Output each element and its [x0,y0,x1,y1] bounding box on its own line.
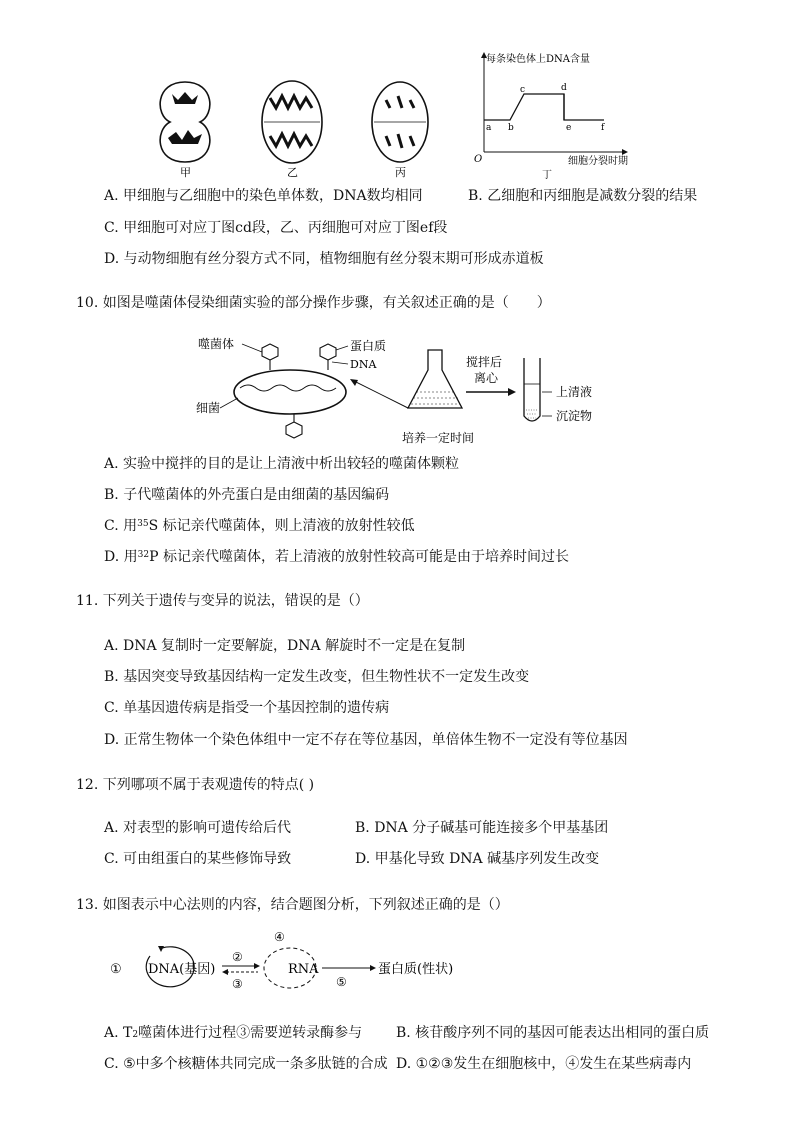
q13-option-b[interactable]: B. 核苷酸序列不同的基因可能表达出相同的蛋白质 [396,1025,710,1041]
fig-step-1: ① [110,962,122,977]
fig-step-centrifuge: 离心 [474,371,499,385]
q12-option-a[interactable]: A. 对表型的影响可遗传给后代 [104,820,292,836]
q11-option-b[interactable]: B. 基因突变导致基因结构一定发生改变，但生物性状不一定发生改变 [104,669,530,685]
fig-protein-label: 蛋白质 [350,339,387,353]
q10-option-c[interactable] [104,517,415,535]
q10-option-d-isotope: 32 [137,550,150,560]
q9-cell-figures [140,70,450,180]
cell-label-yi: 乙 [287,166,298,179]
q11-option-c[interactable]: C. 单基因遗传病是指受一个基因控制的遗传病 [104,700,390,716]
q10-option-c-isotope: 35 [137,519,149,529]
graph-point-b: b [508,123,514,133]
q12-option-b[interactable]: B. DNA 分子碱基可能连接多个甲基基团 [355,820,609,836]
q9-option-b[interactable]: B. 乙细胞和丙细胞是减数分裂的结果 [468,188,698,204]
q10-option-d-pre: D. 用 [104,549,138,565]
q10-option-c-post: S 标记亲代噬菌体，则上清液的放射性较低 [148,518,415,534]
fig-dna-label: DNA [350,358,377,371]
fig-culture-label: 培养一定时间 [402,431,475,445]
graph-point-a: a [486,123,492,133]
graph-point-f: f [601,123,605,133]
fig-phage-label: 噬菌体 [198,337,235,351]
q10-option-d-post: P 标记亲代噬菌体，若上清液的放射性较高可能是由于培养时间过长 [149,549,569,565]
q11-option-d[interactable]: D. 正常生物体一个染色体组中一定不存在等位基因，单倍体生物不一定没有等位基因 [104,732,628,748]
graph-panel-label: 丁 [542,170,552,180]
graph-point-d: d [561,83,567,93]
q10-option-b[interactable]: B. 子代噬菌体的外壳蛋白是由细菌的基因编码 [104,487,390,503]
fig-protein-trait: 蛋白质(性状) [378,962,454,977]
q10-phage-figure [190,330,620,448]
fig-step-5: ⑤ [336,975,347,989]
fig-bacteria-label: 细菌 [196,401,221,415]
fig-dna-gene: DNA(基因) [148,962,216,977]
fig-step-2: ② [232,950,243,964]
q13-option-a-post: 噬菌体进行过程③需要逆转录酶参与 [138,1025,363,1041]
q10-stem: 10. 如图是噬菌体侵染细菌实验的部分操作步骤，有关叙述正确的是（ ） [76,295,551,311]
fig-supernatant-label: 上清液 [556,385,593,399]
q9-dna-graph [472,50,652,180]
graph-xlabel: 细胞分裂时期 [568,156,628,167]
q10-option-a[interactable]: A. 实验中搅拌的目的是让上清液中析出较轻的噬菌体颗粒 [104,456,460,472]
q9-option-c[interactable]: C. 甲细胞可对应丁图cd段，乙、丙细胞可对应丁图ef段 [104,220,448,236]
q13-option-c[interactable]: C. ⑤中多个核糖体共同完成一条多肽链的合成 [104,1056,388,1072]
q9-option-d[interactable]: D. 与动物细胞有丝分裂方式不同，植物细胞有丝分裂末期可形成赤道板 [104,251,544,267]
cell-jia [160,82,210,162]
q10-option-d[interactable] [104,548,569,566]
q13-option-a[interactable] [104,1024,362,1042]
q10-option-c-pre: C. 用 [104,518,138,534]
q13-central-dogma-figure [104,926,464,996]
q13-option-a-pre: A. T [104,1025,133,1041]
q12-option-d[interactable]: D. 甲基化导致 DNA 碱基序列发生改变 [355,851,600,867]
q11-stem: 11. 下列关于遗传与变异的说法，错误的是（） [76,593,369,609]
graph-point-c: c [520,85,526,95]
q12-option-c[interactable]: C. 可由组蛋白的某些修饰导致 [104,851,292,867]
fig-step-3: ③ [232,977,243,991]
q13-stem: 13. 如图表示中心法则的内容，结合题图分析，下列叙述正确的是（） [76,897,509,913]
cell-label-jia: 甲 [180,166,191,179]
graph-origin: O [474,154,483,165]
cell-bing [372,82,428,162]
q13-option-a-sub: 2 [132,1030,139,1040]
fig-step-4: ④ [274,930,285,944]
q9-option-a[interactable]: A. 甲细胞与乙细胞中的染色单体数，DNA数均相同 [104,188,423,204]
fig-step-stir: 搅拌后 [466,355,503,369]
fig-rna: RNA [288,962,319,977]
fig-sediment-label: 沉淀物 [556,409,593,423]
q11-option-a[interactable]: A. DNA 复制时一定要解旋，DNA 解旋时不一定是在复制 [104,638,466,654]
cell-label-bing: 丙 [395,166,406,179]
graph-point-e: e [566,123,572,133]
q13-option-d[interactable]: D. ①②③发生在细胞核中，④发生在某些病毒内 [396,1056,692,1072]
q12-stem: 12. 下列哪项不属于表观遗传的特点( ) [76,777,315,793]
cell-yi [262,81,322,163]
graph-ylabel: 每条染色体上DNA含量 [486,54,590,65]
